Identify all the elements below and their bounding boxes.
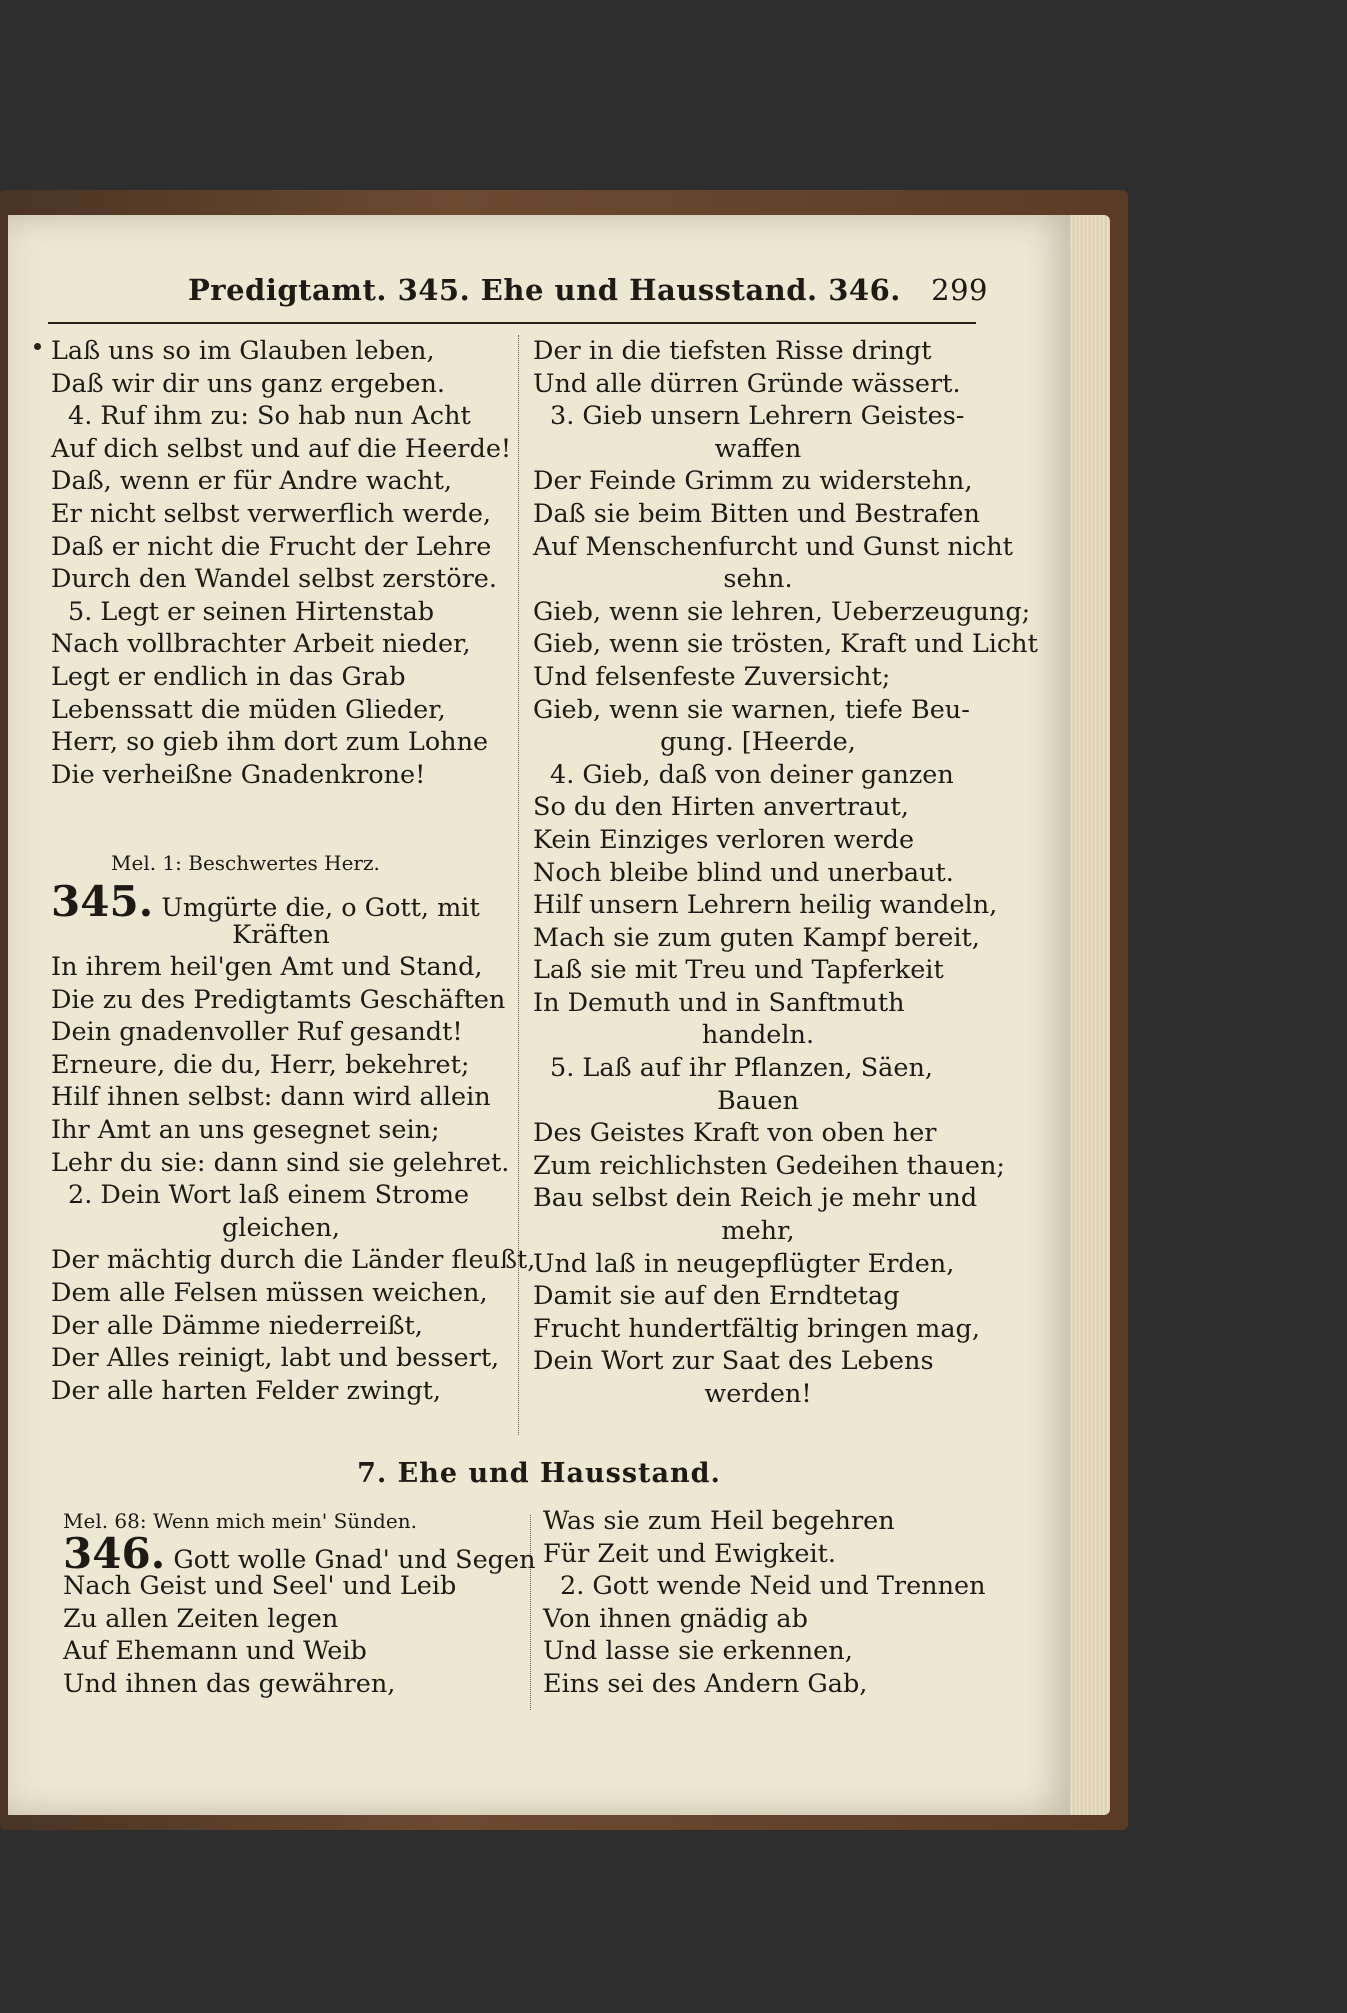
hymn-first-line [63,1528,536,1578]
verse-line: Des Geistes Kraft von oben her [533,1118,937,1149]
melody-note: Mel. 68: Wenn mich mein' Sünden. [63,1509,417,1533]
verse-line: Bau selbst dein Reich je mehr und [533,1183,978,1214]
verse-line: Dein Wort zur Saat des Lebens [533,1346,934,1377]
verse-line: Auf dich selbst und auf die Heerde! [51,433,512,464]
verse-line: Nach Geist und Seel' und Leib [63,1571,457,1602]
verse-line: Hilf ihnen selbst: dann wird allein [51,1082,491,1113]
verse-line: Kräften [232,919,330,950]
hymn-first-text: Umgürte die, o Gott, mit [161,892,480,923]
margin-dot [34,343,41,350]
verse-line: Auf Ehemann und Weib [63,1636,367,1667]
verse-line: In ihrem heil'gen Amt und Stand, [51,952,483,983]
verse-line: Und laß in neugepflügter Erden, [533,1248,955,1279]
verse-line: Von ihnen gnädig ab [543,1603,808,1634]
verse-line: Kein Einziges verloren werde [533,824,915,855]
melody-note: Mel. 1: Beschwertes Herz. [111,851,380,876]
verse-line: Was sie zum Heil begehren [543,1506,895,1536]
verse-line: Laß uns so im Glauben leben, [51,336,435,366]
verse-line: gung. [Heerde, [660,727,856,758]
verse-line: werden! [704,1379,812,1409]
verse-line: handeln. [701,1020,815,1051]
verse-line: Lebenssatt die müden Glieder, [51,694,446,725]
verse-line: Und alle dürren Gründe wässert. [533,368,961,399]
verse-line: Gieb, wenn sie lehren, Ueberzeugung; [533,596,1031,627]
verse-line: Ihr Amt an uns gesegnet sein; [51,1115,440,1146]
verse-line: So du den Hirten anvertraut, [533,792,909,823]
verse-line: waffen [714,433,802,464]
verse-line: mehr, [721,1216,795,1247]
verse-line: Auf Menschenfurcht und Gunst nicht [533,531,1013,562]
running-title: Predigtamt. 345. Ehe und Hausstand. 346. [188,273,901,307]
bottom-left-column [63,1505,536,1701]
verse-line: Die verheißne Gnadenkrone! [51,759,426,790]
verse-line: gleichen, [221,1212,341,1243]
verse-line: 3. Gieb unsern Lehrern Geistes- [550,401,965,432]
verse-line: Laß sie mit Treu und Tapferkeit [533,955,944,986]
verse-line: Der mächtig durch die Länder fleußt, [51,1245,536,1276]
verse-line: Damit sie auf den Erndtetag [533,1281,900,1312]
verse-line: Frucht hundertfältig bringen mag, [533,1313,980,1344]
verse-line: Daß sie beim Bitten und Bestrafen [533,498,980,529]
verse-line: Zum reichlichsten Gedeihen thauen; [533,1150,1006,1181]
verse-line: Daß, wenn er für Andre wacht, [51,466,452,497]
verse-line: In Demuth und in Sanftmuth [533,987,905,1018]
verse-line: Daß wir dir uns ganz ergeben. [51,368,446,399]
verse-line: 2. Dein Wort laß einem Strome [68,1180,470,1211]
verse-line: sehn. [723,564,793,595]
verse-line: Eins sei des Andern Gab, [543,1668,868,1699]
verse-line: Daß er nicht die Frucht der Lehre [51,531,492,562]
verse-line: Bauen [717,1085,799,1116]
left-column [51,335,536,1407]
hymn-number: 345. [51,876,154,926]
hymn-number: 346. [63,1528,166,1578]
verse-line: Und lasse sie erkennen, [543,1636,853,1667]
hymn-first-line [51,876,511,926]
verse-line: Legt er endlich in das Grab [51,661,406,692]
page-header [188,273,988,323]
verse-line: Lehr du sie: dann sind sie gelehret. [51,1147,510,1178]
verse-line: 4. Ruf ihm zu: So hab nun Acht [68,401,471,432]
book-page [8,215,1070,1815]
verse-line: Der alle harten Felder zwingt, [51,1375,441,1406]
verse-line: Der Feinde Grimm zu widerstehn, [533,466,973,497]
verse-line: Für Zeit und Ewigkeit. [543,1538,836,1569]
bottom-right-column [543,1505,993,1701]
verse-line: Und felsenfeste Zuversicht; [533,661,891,692]
header-rule [48,322,976,324]
verse-line: Gieb, wenn sie trösten, Kraft und Licht [533,629,1038,660]
verse-line: 5. Laß auf ihr Pflanzen, Säen, [550,1053,933,1084]
right-column [533,335,1038,1411]
verse-line: Der in die tiefsten Risse dringt [533,336,932,366]
page-number: 299 [931,273,988,307]
verse-line: Der Alles reinigt, labt und bessert, [51,1343,500,1374]
hymn-first-text: Gott wolle Gnad' und Segen [173,1544,536,1575]
verse-line: Er nicht selbst verwerflich werde, [51,498,492,529]
verse-line: Herr, so gieb ihm dort zum Lohne [51,727,489,758]
verse-line: Noch bleibe blind und unerbaut. [533,857,954,888]
verse-line: Der alle Dämme niederreißt, [51,1310,423,1341]
verse-line: Gieb, wenn sie warnen, tiefe Beu- [533,694,970,725]
verse-line: Hilf unsern Lehrern heilig wandeln, [533,890,998,921]
verse-line: Die zu des Predigtamts Geschäften [51,984,506,1015]
verse-line: 2. Gott wende Neid und Trennen [560,1571,986,1602]
section-title: 7. Ehe und Hausstand. [357,1458,721,1489]
verse-line: Dem alle Felsen müssen weichen, [51,1278,488,1309]
verse-line: 5. Legt er seinen Hirtenstab [68,596,435,627]
verse-line: 4. Gieb, daß von deiner ganzen [550,759,954,790]
verse-line: Und ihnen das gewähren, [63,1668,396,1699]
verse-line: Erneure, die du, Herr, bekehret; [51,1049,470,1080]
verse-line: Dein gnadenvoller Ruf gesandt! [51,1017,463,1048]
verse-line: Zu allen Zeiten legen [63,1603,339,1634]
verse-line: Durch den Wandel selbst zerstöre. [51,564,497,595]
verse-line: Mach sie zum guten Kampf bereit, [533,922,980,953]
verse-line: Nach vollbrachter Arbeit nieder, [51,629,471,660]
